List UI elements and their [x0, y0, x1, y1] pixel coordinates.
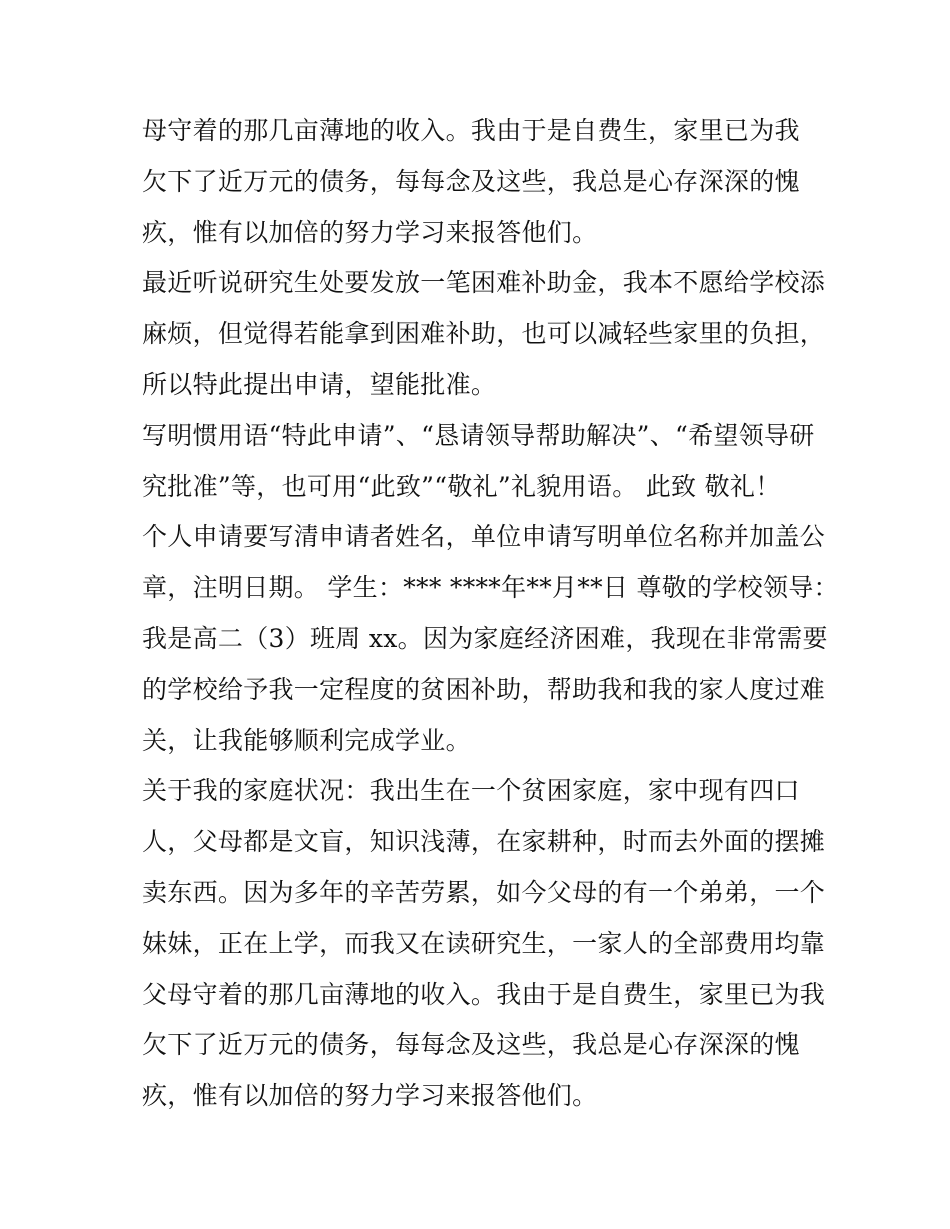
text-line: 母守着的那几亩薄地的收入。我由于是自费生，家里已为我: [142, 116, 800, 145]
text-line: 疚，惟有以加倍的努力学习来报答他们。: [142, 217, 598, 247]
text-line: 人，父母都是文盲，知识浅薄，在家耕种，时而去外面的摆摊: [142, 827, 826, 857]
text-line: 最近听说研究生处要发放一笔困难补助金，我本不愿给学校添: [142, 268, 826, 298]
text-line: 疚，惟有以加倍的努力学习来报答他们。: [142, 1081, 598, 1111]
text-line: 麻烦，但觉得若能拿到困难补助，也可以减轻些家里的负担，: [142, 319, 826, 349]
text-line: 所以特此提出申请，望能批准。: [142, 369, 497, 399]
text-line: 究批准”等，也可用“此致”“敬礼”礼貌用语。 此致 敬礼！: [142, 471, 781, 501]
text-line: 欠下了近万元的债务，每每念及这些，我总是心存深深的愧: [142, 166, 800, 196]
text-line: 父母守着的那几亩薄地的收入。我由于是自费生，家里已为我: [142, 979, 826, 1009]
text-line: 欠下了近万元的债务，每每念及这些，我总是心存深深的愧: [142, 1030, 800, 1060]
text-line: 关，让我能够顺利完成学业。: [142, 725, 471, 755]
text-line: 卖东西。因为多年的辛苦劳累，如今父母的有一个弟弟，一个: [142, 877, 826, 907]
text-line: 章，注明日期。 学生：*** ****年**月**日 尊敬的学校领导：: [142, 573, 839, 603]
text-line: 个人申请要写清申请者姓名，单位申请写明单位名称并加盖公: [142, 522, 826, 552]
text-line: 的学校给予我一定程度的贫困补助，帮助我和我的家人度过难: [142, 674, 826, 704]
text-line: 妹妹，正在上学，而我又在读研究生，一家人的全部费用均靠: [142, 928, 826, 958]
document-body: [142, 106, 839, 1122]
text-line: 写明惯用语“特此申请”、“恳请领导帮助解决”、“希望领导研: [142, 420, 815, 450]
text-line: 关于我的家庭状况：我出生在一个贫困家庭，家中现有四口: [142, 776, 800, 806]
text-line: 我是高二（3）班周 xx。因为家庭经济困难，我现在非常需要: [142, 623, 828, 653]
